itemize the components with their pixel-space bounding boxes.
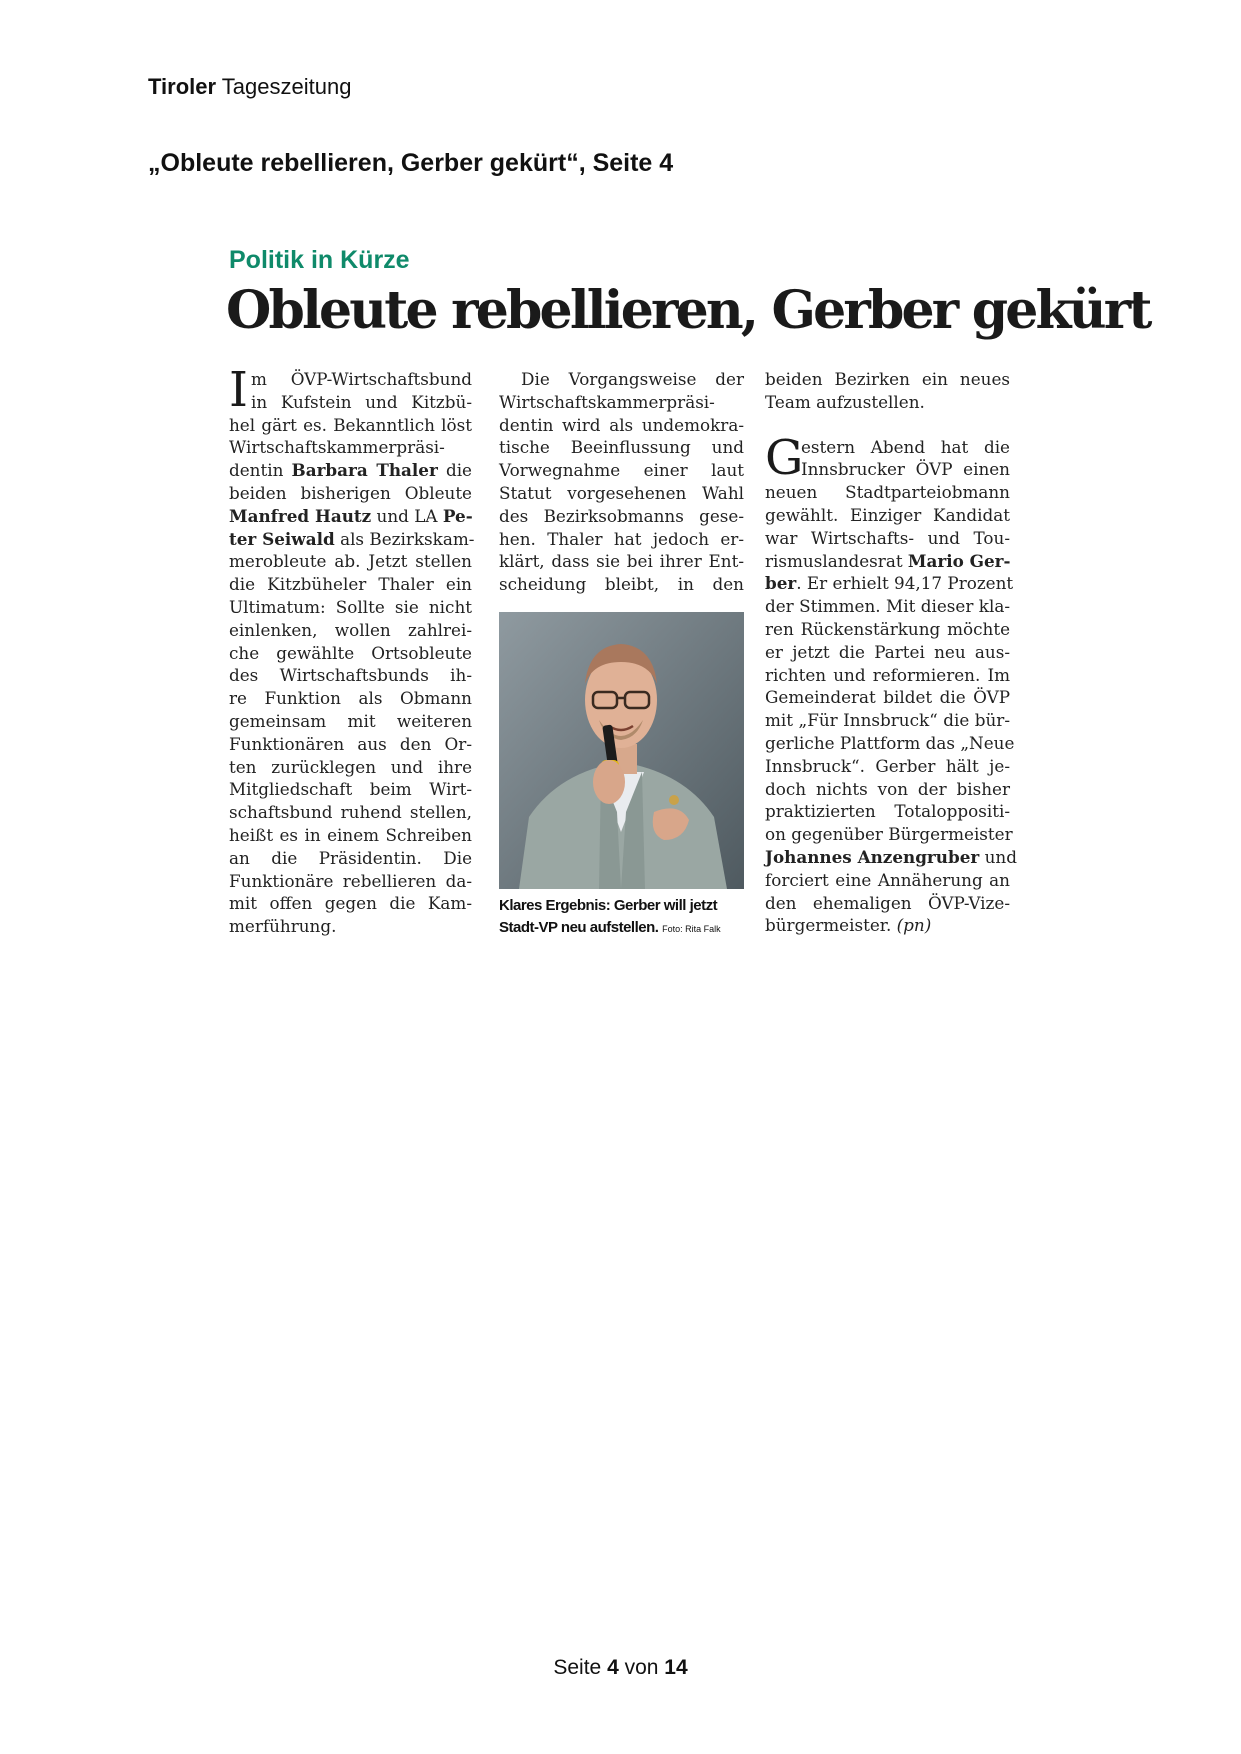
text-line: Gemeinderat bildet die ÖVP	[765, 687, 1010, 708]
text-line: gewählt. Einziger Kandidat	[765, 504, 1010, 525]
text-line: Die Vorgangsweise der	[521, 369, 744, 389]
text-line: praktizierten Totaloppositi-	[765, 801, 1010, 822]
text-line: des Wirtschaftsbunds ih-	[229, 665, 472, 686]
text-line: scheidung bleibt, in den	[499, 574, 744, 595]
text-line: des Bezirksobmanns gese-	[499, 505, 744, 526]
photo-caption	[499, 895, 744, 940]
text-line: dentin Barbara Thaler die	[229, 460, 472, 481]
total-pages: 14	[664, 1656, 688, 1679]
text-line: merobleute ab. Jetzt stellen	[229, 551, 472, 572]
article-column-1	[229, 362, 475, 938]
headline: Obleute rebellieren, Gerber gekürt	[226, 280, 1150, 341]
text-line: mit offen gegen die Kam-	[229, 893, 472, 914]
text-line: Innsbruck“. Gerber hält je-	[765, 755, 1010, 776]
dropcap: G	[765, 429, 804, 486]
text-line: ren Rückenstärkung möchte	[765, 618, 1010, 639]
rubric: Politik in Kürze	[229, 246, 410, 274]
text-line: Funktionären aus den Or-	[229, 733, 472, 754]
article-photo	[499, 612, 744, 889]
dropcap-block	[765, 429, 1010, 486]
name-bold: ber	[765, 573, 797, 594]
text-line: Johannes Anzengruber und	[765, 846, 1017, 867]
text-line: einlenken, wollen zahlrei-	[229, 619, 472, 640]
text-line: beiden Bezirken ein neues	[765, 369, 1010, 389]
text-line: ten zurücklegen und ihre	[229, 756, 472, 777]
text-line: che gewählte Ortsobleute	[229, 642, 472, 663]
text-line: an die Präsidentin. Die	[229, 847, 472, 868]
text-line: gerliche Plattform das „Neue	[765, 732, 1015, 753]
newspaper-clipping	[226, 240, 1150, 940]
text-line: hel gärt es. Bekanntlich löst	[229, 414, 472, 435]
text-line: tische Beeinflussung und	[499, 437, 744, 458]
text-line: merführung.	[229, 916, 337, 937]
text-line: Funktionäre rebellieren da-	[229, 870, 472, 891]
text-line: klärt, dass sie bei ihrer Ent-	[499, 551, 744, 572]
speaker-photo-illustration	[499, 612, 744, 889]
text-line: Wirtschaftskammerpräsi-	[499, 391, 715, 412]
text-line: ber. Er erhielt 94,17 Prozent	[765, 573, 1014, 594]
text-line: Wirtschaftskammerpräsi-	[229, 437, 445, 458]
name-bold: Manfred Hautz	[229, 505, 372, 526]
text-line: Innsbrucker ÖVP einen	[801, 459, 1010, 480]
name-bold: Pe-	[442, 505, 473, 526]
text-line: der Stimmen. Mit dieser kla-	[765, 596, 1010, 617]
text-line: Statut vorgesehenen Wahl	[499, 482, 744, 503]
dropcap: I	[229, 362, 248, 418]
text-line: heißt es in einem Schreiben	[229, 824, 472, 845]
dropcap-block	[229, 362, 472, 418]
name-bold: ter Seiwald	[229, 528, 335, 549]
text-line: bürgermeister. (pn)	[765, 915, 932, 936]
text-line: die Kitzbüheler Thaler ein	[229, 574, 472, 595]
text-line: neuen Stadtparteiobmann	[765, 482, 1010, 503]
text-line: beiden bisherigen Obleute	[229, 482, 472, 503]
text-line: mit „Für Innsbruck“ die bür-	[765, 710, 1010, 731]
text-line: ter Seiwald als Bezirkskam-	[229, 528, 475, 549]
publication-name	[148, 74, 351, 100]
name-bold: Mario Ger-	[907, 550, 1011, 571]
text-line: rismuslandesrat Mario Ger-	[765, 550, 1011, 571]
publication-name-bold: Tiroler	[148, 74, 217, 99]
current-page: 4	[607, 1656, 619, 1679]
text-line: Manfred Hautz und LA Pe-	[229, 505, 473, 526]
name-bold: Barbara Thaler	[291, 460, 438, 481]
text-line: estern Abend hat die	[801, 436, 1010, 457]
text-line: den ehemaligen ÖVP-Vize-	[765, 892, 1010, 913]
text-line: Mitgliedschaft beim Wirt-	[229, 779, 472, 800]
document-title: „Obleute rebellieren, Gerber gekürt“, Seite 4	[148, 149, 674, 177]
text-line: in Kufstein und Kitzbü-	[251, 391, 472, 412]
text-line: m ÖVP-Wirtschaftsbund	[251, 369, 472, 389]
name-bold: Johannes Anzengruber	[765, 846, 980, 867]
text-line: dentin wird als undemokra-	[499, 414, 744, 435]
publication-name-rest: Tageszeitung	[221, 74, 352, 99]
text-line: Vorwegnahme einer laut	[499, 460, 744, 481]
text-line: richten und reformieren. Im	[765, 664, 1010, 685]
caption-line: Stadt-VP neu aufstellen. Foto: Rita Falk	[499, 919, 721, 936]
author-initials: (pn)	[896, 915, 932, 936]
text-line: doch nichts von der bisher	[765, 778, 1010, 799]
text-line: re Funktion als Obmann	[229, 688, 472, 709]
photo-credit: Foto: Rita Falk	[662, 924, 721, 934]
page-number: Seite 4 von 14	[553, 1656, 688, 1679]
text-line: forciert eine Annäherung an	[765, 869, 1010, 890]
article-column-2	[499, 368, 744, 596]
text-line: war Wirtschafts- und Tou-	[765, 527, 1010, 548]
text-line: schaftsbund ruhend stellen,	[229, 802, 472, 823]
text-line: er jetzt die Partei neu aus-	[765, 641, 1010, 662]
text-line: hen. Thaler hat jedoch er-	[499, 528, 744, 549]
text-line: Ultimatum: Sollte sie nicht	[229, 596, 472, 617]
article-column-3	[765, 368, 1017, 937]
text-line: gemeinsam mit weiteren	[229, 710, 472, 731]
text-line: Team aufzustellen.	[765, 391, 925, 412]
caption-line: Klares Ergebnis: Gerber will jetzt	[499, 897, 718, 914]
text-line: on gegenüber Bürgermeister	[765, 824, 1013, 845]
